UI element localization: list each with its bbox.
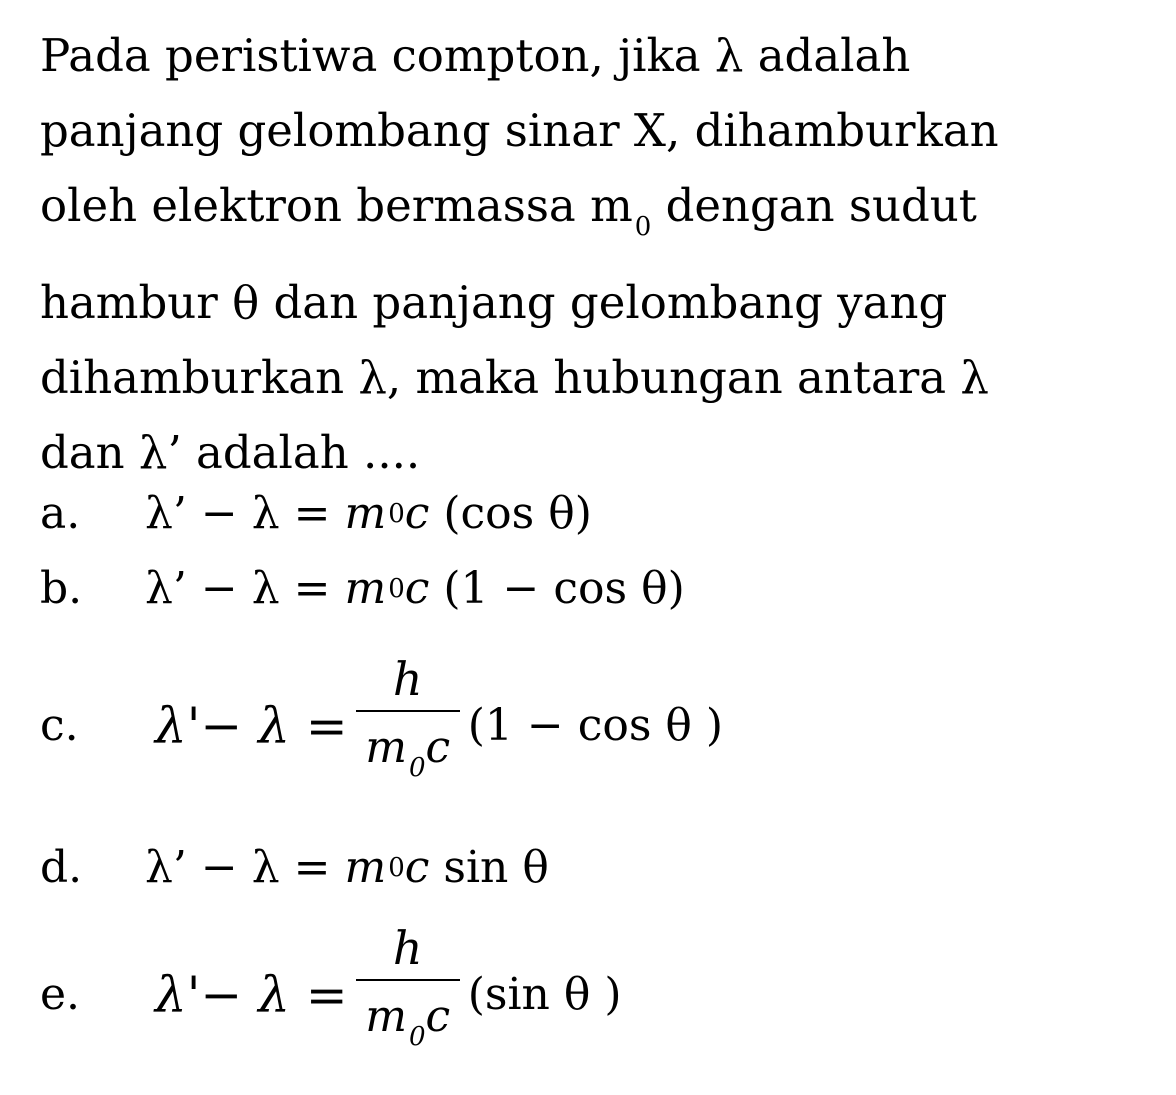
option-a-formula [145, 489, 592, 539]
question-line-5: dihamburkan λ, maka hubungan antara λ [40, 351, 989, 404]
option-e-numerator: h [392, 921, 423, 975]
option-a-mass-subscript: 0 [388, 499, 405, 529]
option-c-rhs: (1 − cos θ ) [467, 700, 724, 751]
option-b-formula [145, 564, 685, 614]
option-b[interactable] [40, 564, 685, 614]
option-a-rhs: (cos θ) [429, 488, 592, 539]
option-c[interactable] [40, 648, 723, 804]
option-c-den-subscript: 0 [408, 753, 426, 783]
question-line-3 [40, 168, 1136, 265]
question-line-3-pre: oleh elektron bermassa m [40, 179, 633, 232]
option-c-den-c: c [425, 722, 451, 773]
option-d-rhs: sin θ [429, 842, 549, 893]
option-e-lhs: λ'− λ = [155, 966, 348, 1024]
option-e-den-c: c [425, 991, 451, 1042]
option-e-letter: e. [40, 969, 81, 1020]
option-e-den-subscript: 0 [408, 1022, 426, 1052]
option-a[interactable] [40, 489, 592, 539]
question-line-3-post: dengan sudut [651, 179, 977, 232]
option-c-fraction [356, 648, 460, 804]
option-a-mass: m [344, 488, 387, 539]
option-b-lhs: λ’ − λ = [145, 563, 345, 614]
option-e-fraction [356, 917, 460, 1073]
option-b-mass-subscript: 0 [388, 574, 405, 604]
option-d[interactable] [40, 843, 549, 893]
option-e-formula [155, 917, 622, 1073]
option-b-letter: b. [40, 563, 83, 614]
question-line-6: dan λ’ adalah .... [40, 426, 421, 479]
option-d-lhs: λ’ − λ = [145, 842, 345, 893]
option-b-speed-of-light: c [404, 563, 430, 614]
option-c-den-mass: m [365, 722, 407, 773]
option-c-numerator: h [392, 652, 423, 706]
option-e[interactable] [40, 917, 622, 1073]
option-d-mass: m [344, 842, 387, 893]
question-line-4: hambur θ dan panjang gelombang yang [40, 276, 948, 329]
option-e-den-mass: m [365, 991, 407, 1042]
option-d-mass-subscript: 0 [388, 853, 405, 883]
option-c-letter: c. [40, 700, 79, 751]
option-c-lhs: λ'− λ = [155, 697, 348, 755]
option-a-lhs: λ’ − λ = [145, 488, 345, 539]
option-a-letter: a. [40, 488, 81, 539]
option-a-speed-of-light: c [404, 488, 430, 539]
option-b-rhs: (1 − cos θ) [429, 563, 685, 614]
question-line-2: panjang gelombang sinar X, dihamburkan [40, 104, 999, 157]
option-d-formula [145, 843, 549, 893]
option-e-denominator [361, 981, 454, 1073]
option-d-speed-of-light: c [404, 842, 430, 893]
question-line-1: Pada peristiwa compton, jika λ adalah [40, 29, 911, 82]
option-d-letter: d. [40, 842, 83, 893]
question-text [40, 18, 1136, 490]
option-e-rhs: (sin θ ) [467, 969, 622, 1020]
option-c-formula [155, 648, 723, 804]
option-c-denominator [361, 712, 454, 804]
option-b-mass: m [344, 563, 387, 614]
mass-subscript: 0 [634, 212, 652, 242]
